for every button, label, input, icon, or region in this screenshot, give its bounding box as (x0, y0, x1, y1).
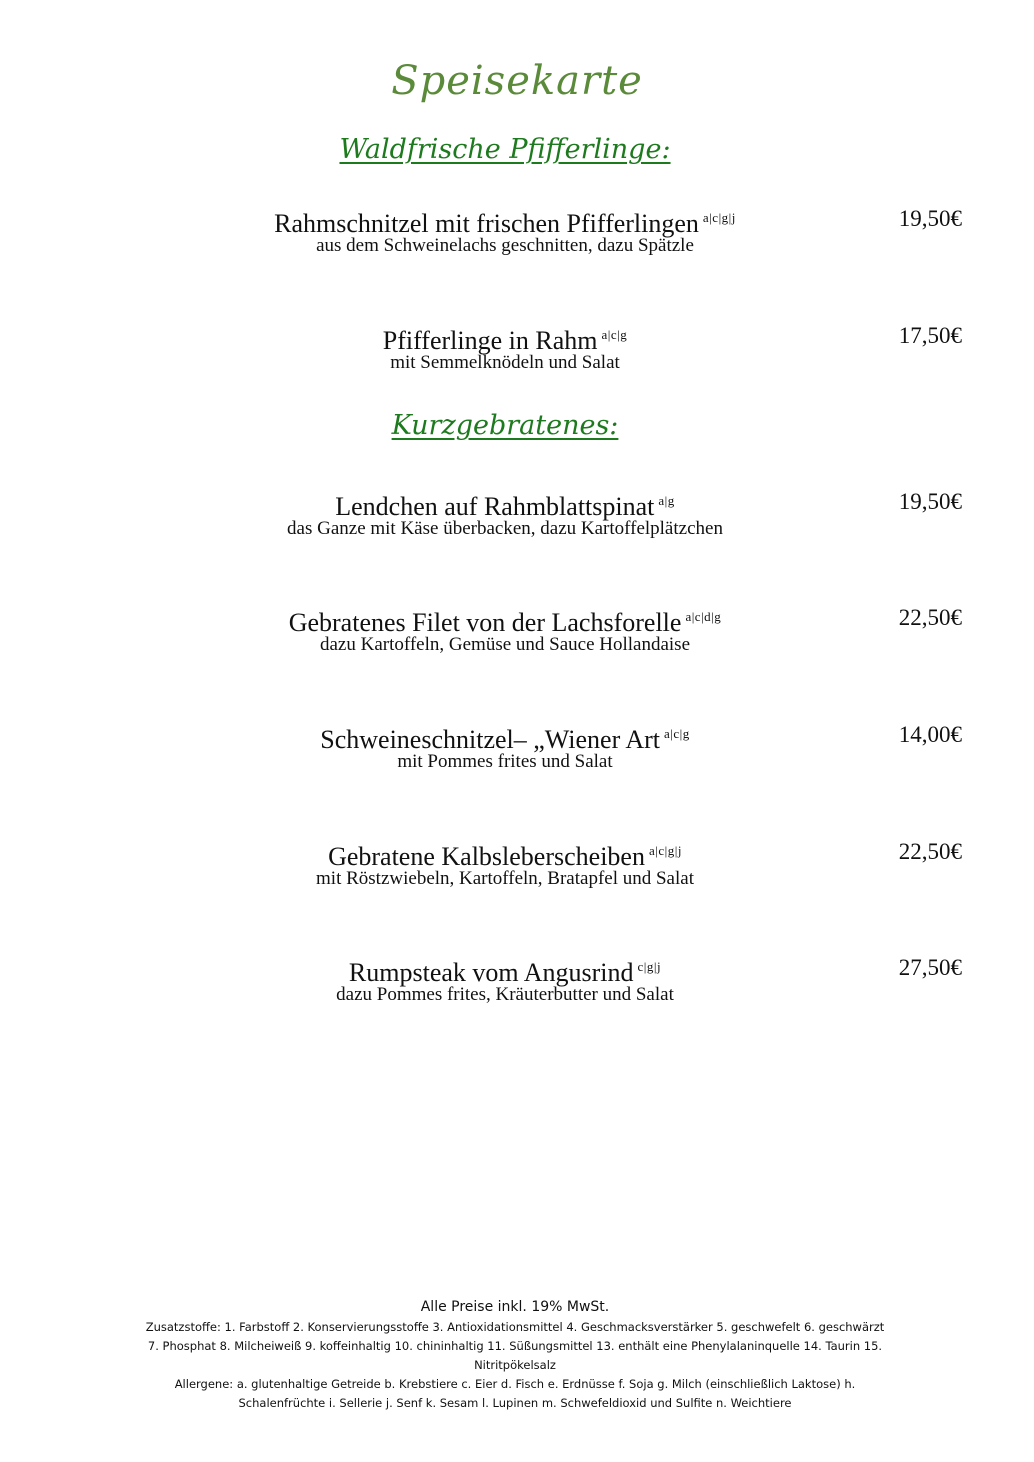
section-heading-pfifferlinge: Waldfrische Pfifferlinge: (339, 134, 671, 165)
item-price: 19,50€ (898, 489, 962, 514)
item-description: mit Semmelknödeln und Salat (390, 352, 620, 373)
item-price: 27,50€ (898, 955, 962, 980)
allergen-codes: a|c|d|g (685, 609, 722, 624)
allergen-codes: a|c|g (601, 327, 628, 342)
allergens-legend: Allergene: a. glutenhaltige Getreide b. Krebstiere c. Eier d. Fisch e. Erdnüsse f. Soja g. Milch (einschließlich Laktose) h. Schalenfrüchte i. Sellerie j. Senf k. Sesam l. Lupinen m. Schwefeldioxid und Sulfite n. Weichtiere (174, 1377, 856, 1410)
additives-legend: Zusatzstoffe: 1. Farbstoff 2. Konservierungsstoffe 3. Antioxidationsmittel 4. Geschmacksverstärker 5. geschwefelt 6. geschwärzt 7. Phosphat 8. Milcheiweiß 9. koffeinhaltig 10. chininhaltig 11. Süßungsmittel 13. enthält eine Phenylalaninquelle 14. Taurin 15. Nitritpökelsalz (145, 1320, 885, 1372)
item-name: Pfifferlinge in Rahm $^{a|c|g}$ (382, 326, 628, 355)
item-price: 22,50€ (898, 605, 962, 630)
item-price: 17,50€ (898, 323, 962, 348)
allergen-codes: c|g|j (637, 959, 662, 974)
allergen-codes: a|c|g|j (648, 843, 682, 858)
item-name: Schweineschnitzel– „Wiener Art $^{a|c|g}$ (320, 725, 690, 754)
menu-title: Speisekarte (391, 58, 643, 104)
item-price: 14,00€ (898, 722, 962, 747)
allergen-codes: a|c|g (663, 726, 690, 741)
item-description: das Ganze mit Käse überbacken, dazu Kartoffelplätzchen (287, 518, 723, 539)
item-name: Rahmschnitzel mit frischen Pfifferlingen $^{a|c|g|j}$ (274, 209, 736, 238)
item-name: Gebratenes Filet von der Lachsforelle $^{a|c|d|g}$ (288, 608, 722, 637)
item-price: 22,50€ (898, 839, 962, 864)
allergen-codes: a|g (658, 493, 675, 508)
allergen-codes: a|c|g|j (702, 210, 736, 225)
item-name: Rumpsteak vom Angusrind $^{c|g|j}$ (348, 958, 662, 987)
item-description: mit Röstzwiebeln, Kartoffeln, Bratapfel und Salat (316, 868, 694, 889)
footer (140, 1296, 890, 1413)
item-name: Lendchen auf Rahmblattspinat $^{a|g}$ (335, 492, 675, 521)
section-heading-kurzgebratenes: Kurzgebratenes: (391, 410, 619, 441)
item-price: 19,50€ (898, 206, 962, 231)
item-description: dazu Kartoffeln, Gemüse und Sauce Hollandaise (319, 634, 691, 655)
item-name: Gebratene Kalbsleberscheiben $^{a|c|g|j}$ (328, 842, 682, 871)
item-description: mit Pommes frites und Salat (397, 751, 613, 772)
item-description: aus dem Schweinelachs geschnitten, dazu Spätzle (316, 235, 694, 256)
vat-note: Alle Preise inkl. 19% MwSt. (420, 1299, 610, 1315)
item-description: dazu Pommes frites, Kräuterbutter und Salat (336, 984, 674, 1005)
